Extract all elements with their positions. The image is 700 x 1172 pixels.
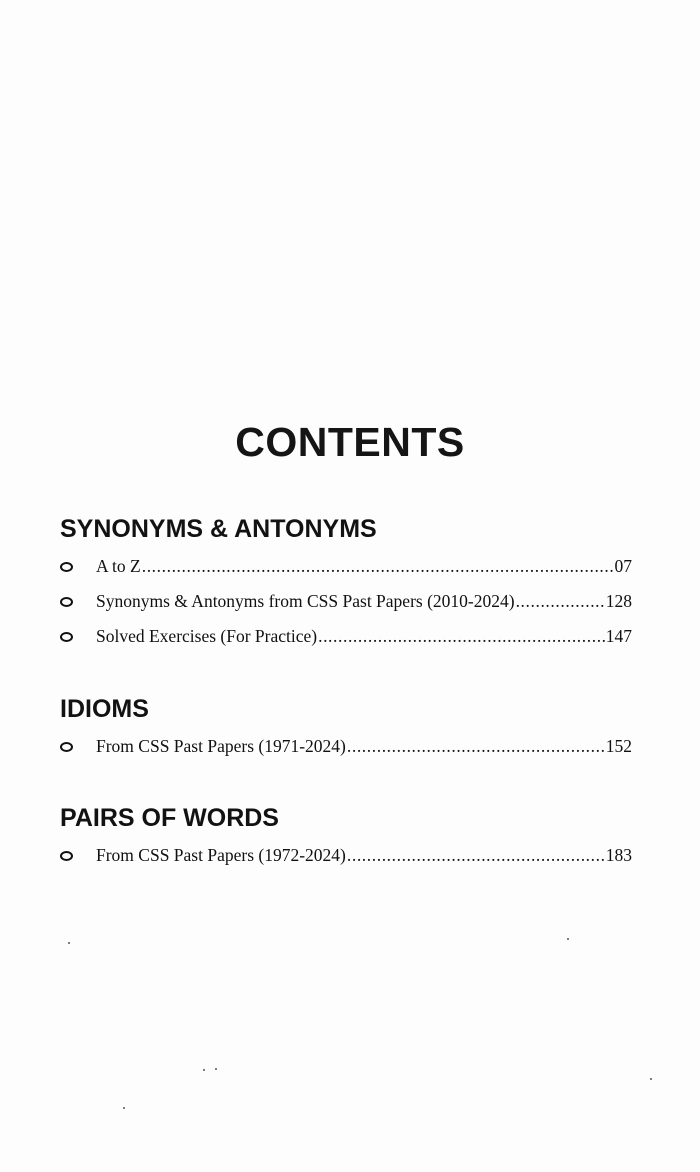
page-title: CONTENTS bbox=[235, 419, 465, 466]
entry-title: From CSS Past Papers (1971-2024) bbox=[96, 736, 346, 756]
scan-speck bbox=[123, 1107, 125, 1109]
circle-bullet-icon bbox=[60, 597, 73, 607]
entry-title: Solved Exercises (For Practice) bbox=[96, 626, 318, 646]
page-number: 152 bbox=[605, 736, 632, 756]
section-heading: SYNONYMS & ANTONYMS bbox=[60, 515, 377, 543]
circle-bullet-icon bbox=[60, 562, 73, 572]
dot-leader bbox=[142, 556, 614, 577]
dot-leader bbox=[347, 736, 605, 757]
dot-leader bbox=[347, 845, 605, 866]
entry-list bbox=[60, 556, 632, 661]
scan-speck bbox=[68, 942, 70, 944]
page-number: 07 bbox=[614, 556, 632, 576]
circle-bullet-icon bbox=[60, 851, 73, 861]
toc-entry[interactable] bbox=[60, 556, 632, 591]
scan-speck bbox=[567, 938, 569, 940]
entry-title: From CSS Past Papers (1972-2024) bbox=[96, 845, 346, 865]
entry-title: Synonyms & Antonyms from CSS Past Papers (2010-2024) bbox=[96, 591, 515, 611]
scan-speck bbox=[215, 1068, 217, 1070]
entry-list bbox=[60, 736, 632, 771]
scan-speck bbox=[650, 1078, 652, 1080]
section-idioms bbox=[60, 694, 632, 771]
section-heading: IDIOMS bbox=[60, 695, 149, 723]
page-number: 147 bbox=[605, 626, 632, 646]
toc-entry[interactable] bbox=[60, 845, 632, 880]
toc-entry[interactable] bbox=[60, 736, 632, 771]
section-heading: PAIRS OF WORDS bbox=[60, 804, 279, 832]
dot-leader bbox=[516, 591, 605, 612]
entry-list bbox=[60, 845, 632, 880]
scan-speck bbox=[203, 1069, 205, 1071]
page-number: 128 bbox=[605, 591, 632, 611]
toc-entry[interactable] bbox=[60, 591, 632, 626]
toc-entry[interactable] bbox=[60, 626, 632, 661]
dot-leader bbox=[318, 626, 605, 647]
section-synonyms-antonyms bbox=[60, 514, 632, 661]
section-pairs-of-words bbox=[60, 803, 632, 880]
entry-title: A to Z bbox=[96, 556, 141, 576]
circle-bullet-icon bbox=[60, 742, 73, 752]
circle-bullet-icon bbox=[60, 632, 73, 642]
page-number: 183 bbox=[605, 845, 632, 865]
